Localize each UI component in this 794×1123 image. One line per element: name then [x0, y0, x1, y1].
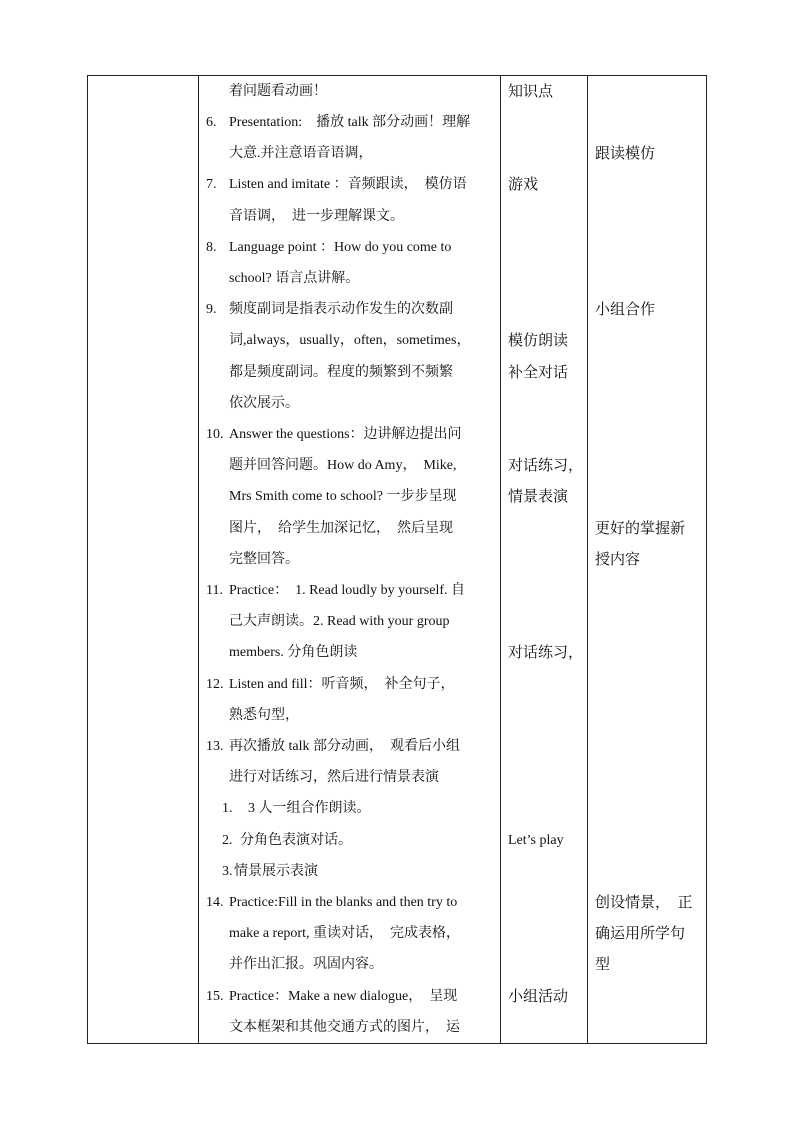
substep-text: 分角色表演对话。: [240, 833, 352, 848]
activity-label: 知识点: [508, 82, 554, 100]
step-number: 8.: [206, 240, 217, 255]
activity-label: 对话练习，: [508, 643, 584, 661]
substep-number: 3.: [222, 864, 233, 879]
step-number: 10.: [206, 427, 224, 442]
step-text: 进行对话练习，然后进行情景表演: [229, 770, 439, 785]
purpose-label: 更好的掌握新: [595, 519, 686, 537]
step-text: 音语调， 进一步理解课文。: [229, 209, 404, 224]
step-text: 熟悉句型，: [229, 708, 299, 723]
step-text: Presentation: 播放 talk 部分动画！理解: [229, 115, 471, 130]
activity-label: 情景表演: [508, 487, 569, 505]
step-text: Listen and fill：听音频， 补全句子，: [229, 677, 455, 692]
step-text: 词,always，usually，often，sometimes，: [229, 333, 471, 348]
activity-label: 对话练习，: [508, 456, 584, 474]
purpose-label: 确运用所学句: [595, 924, 686, 942]
activity-label: 小组活动: [508, 987, 569, 1005]
step-number: 11.: [206, 583, 223, 598]
step-text: Language point ：How do you come to: [229, 240, 452, 255]
step-number: 12.: [206, 677, 224, 692]
substep-text: 情景展示表演: [234, 864, 318, 879]
step-text: 大意.并注意语音语调，: [229, 146, 373, 161]
step-text: Answer the questions：边讲解边提出问: [229, 427, 462, 442]
step-text: 依次展示。: [229, 396, 299, 411]
activity-label: Let’s play: [508, 833, 564, 848]
step-text: school? 语言点讲解。: [229, 271, 360, 286]
step-text: 完整回答。: [229, 552, 299, 567]
step-number: 9.: [206, 302, 217, 317]
step-number: 7.: [206, 177, 217, 192]
step-text: 图片， 给学生加深记忆， 然后呈现: [229, 521, 453, 536]
step-text: 文本框架和其他交通方式的图片， 运: [229, 1020, 460, 1035]
step-text: 并作出汇报。巩固内容。: [229, 957, 383, 972]
substep-number: 2.: [222, 833, 233, 848]
step-text: 频度副词是指表示动作发生的次数副: [229, 302, 453, 317]
step-text: Practice:Fill in the blanks and then try to: [229, 895, 458, 910]
step-text: 着问题看动画！: [229, 83, 327, 99]
purpose-label: 授内容: [595, 550, 641, 568]
step-text: members. 分角色朗读: [229, 645, 358, 660]
step-text: 题并回答问题。How do Amy， Mike,: [229, 458, 457, 473]
substep-number: 1.: [222, 801, 233, 816]
step-text: 再次播放 talk 部分动画， 观看后小组: [229, 739, 460, 754]
step-text: Listen and imitate ：音频跟读， 模仿语: [229, 177, 467, 192]
step-number: 13.: [206, 739, 224, 754]
purpose-label: 跟读模仿: [595, 144, 656, 162]
step-text: 都是频度副词。程度的频繁到不频繁: [229, 365, 453, 380]
step-text: Mrs Smith come to school? 一步步呈现: [229, 489, 457, 504]
step-number: 6.: [206, 115, 217, 130]
purpose-label: 小组合作: [595, 300, 656, 318]
activity-label: 补全对话: [508, 363, 569, 381]
column-divider: [198, 75, 199, 1044]
activity-label: 游戏: [508, 175, 539, 193]
step-text: make a report, 重读对话， 完成表格，: [229, 926, 460, 941]
purpose-label: 型: [595, 955, 611, 973]
step-text: 己大声朗读。2. Read with your group: [229, 614, 450, 629]
step-text: Practice：Make a new dialogue， 呈现: [229, 989, 458, 1004]
column-divider: [500, 75, 501, 1044]
activity-label: 模仿朗读: [508, 331, 569, 349]
purpose-label: 创设情景， 正: [595, 893, 693, 911]
step-number: 14.: [206, 895, 224, 910]
step-number: 15.: [206, 989, 224, 1004]
step-text: Practice： 1. Read loudly by yourself. 自: [229, 583, 466, 598]
substep-text: 3 人一组合作朗读。: [248, 801, 371, 816]
column-divider: [587, 75, 588, 1044]
